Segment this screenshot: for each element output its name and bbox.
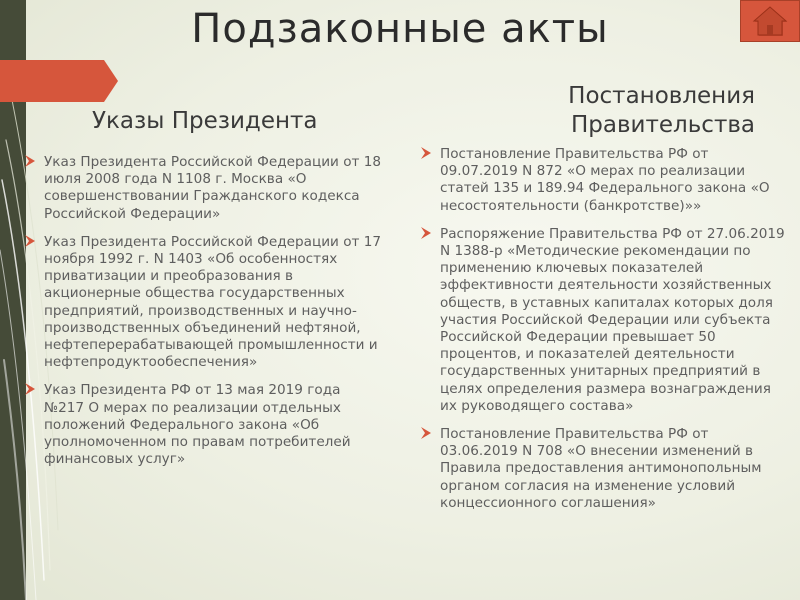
right-heading-line2: Правительства	[571, 112, 755, 138]
bullet-arrow-icon	[420, 226, 432, 240]
list-item-text: Указ Президента Российской Федерации от 17 ноября 1992 г. N 1403 «Об особенностях приватизации и преобразования в акционерные общества государственных предприятий, производственных и научно-производственных объединений нефтяной, нефтеперерабатывающей промышленности и нефтепродуктообеспечения»	[44, 233, 382, 371]
left-column-list	[44, 154, 384, 479]
right-heading-line1: Постановления	[568, 83, 755, 109]
left-column-heading: Указы Президента	[92, 108, 318, 134]
list-item-text: Указ Президента РФ от 13 мая 2019 года №217 О мерах по реализации отдельных положений Федерального закона «Об уполномоченном по правам потребителей финансовых услуг»	[44, 382, 351, 468]
list-item-text: Распоряжение Правительства РФ от 27.06.2019 N 1388-р «Методические рекомендации по применению ключевых показателей эффективности деятельности хозяйственных обществ, в уставных капиталах которых доля участия Российской Федерации или субъекта Российской Федерации превышает 50 процентов, и показателей деятельности государственных унитарных предприятий в целях определения размера вознаграждения их руководящего состава»	[440, 225, 785, 414]
list-item-text: Постановление Правительства РФ от 09.07.2019 N 872 «О мерах по реализации статей 135 и 189.94 Федерального закона «О несостоятельности (банкротстве)»»	[440, 146, 770, 214]
home-icon	[741, 1, 799, 41]
list-item	[440, 146, 785, 215]
bullet-arrow-icon	[24, 382, 36, 396]
right-column-heading	[560, 82, 755, 140]
bullet-arrow-icon	[420, 146, 432, 160]
slide-title: Подзаконные акты	[191, 6, 609, 52]
bullet-arrow-icon	[24, 154, 36, 168]
list-item	[44, 234, 384, 372]
list-item-text: Указ Президента Российской Федерации от 18 июля 2008 года N 1108 г. Москва «О совершенствовании Гражданского кодекса Российской Федерации»	[44, 154, 382, 222]
bullet-arrow-icon	[420, 426, 432, 440]
list-item	[44, 154, 384, 223]
list-item	[44, 382, 384, 468]
bullet-arrow-icon	[24, 234, 36, 248]
list-item	[440, 226, 785, 415]
accent-ribbon	[0, 60, 118, 102]
home-button[interactable]	[740, 0, 800, 42]
list-item-text: Постановление Правительства РФ от 03.06.2019 N 708 «О внесении изменений в Правила предоставления антимонопольным органом согласия на изменение условий концессионного соглашения»	[440, 426, 762, 511]
right-column-list	[440, 146, 785, 523]
list-item	[440, 426, 785, 512]
